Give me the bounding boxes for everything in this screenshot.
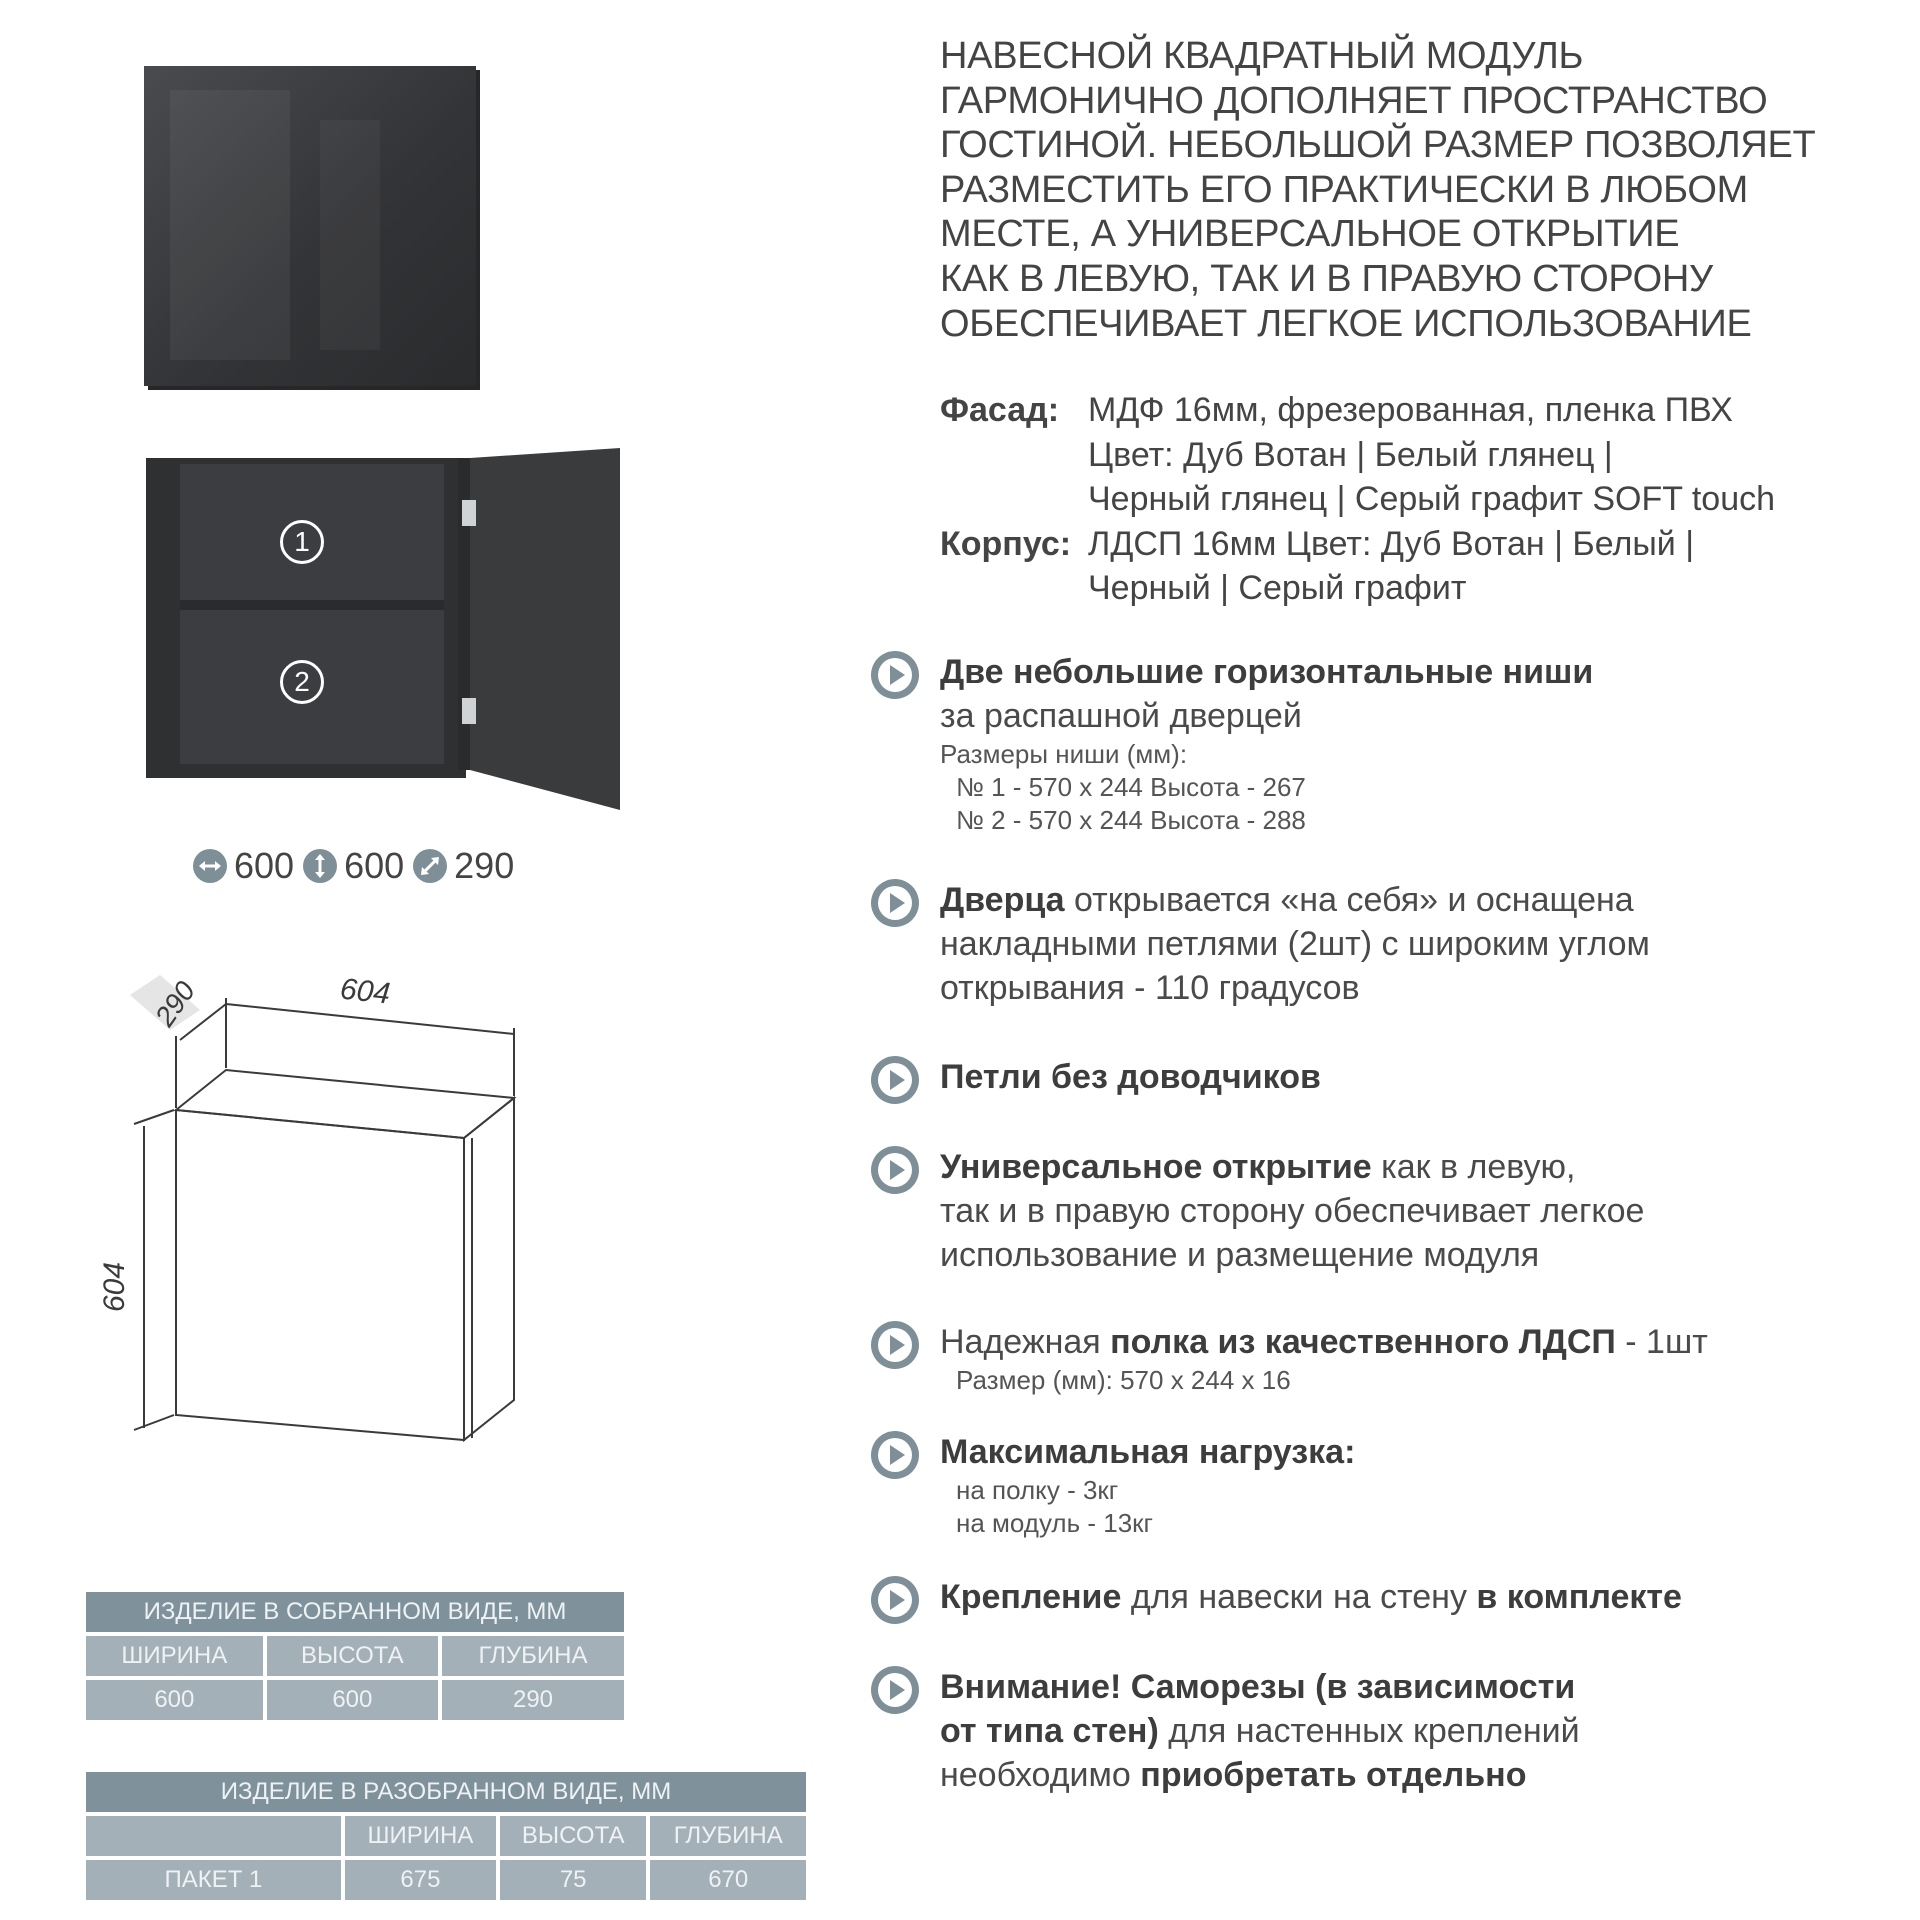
material-specs bbox=[940, 388, 1920, 611]
assembled-value-height: 600 bbox=[267, 1680, 438, 1720]
feature-text: - 1шт bbox=[1615, 1323, 1708, 1361]
feature-title: Крепление bbox=[940, 1578, 1122, 1616]
feature-text: открывания - 110 градусов bbox=[940, 969, 1360, 1007]
intro-line: КАК В ЛЕВУЮ, ТАК И В ПРАВУЮ СТОРОНУ bbox=[940, 257, 1713, 300]
dim-depth: 290 bbox=[454, 845, 515, 886]
feature-text: так и в правую сторону обеспечивает легкое bbox=[940, 1192, 1645, 1230]
feature-title: Две небольшие горизонтальные ниши bbox=[940, 653, 1594, 691]
intro-line: НАВЕСНОЙ КВАДРАТНЫЙ МОДУЛЬ bbox=[940, 35, 1584, 77]
feature-mounting bbox=[870, 1575, 1910, 1619]
assembled-table-title: ИЗДЕЛИЕ В СОБРАННОМ ВИДЕ, ММ bbox=[86, 1592, 624, 1632]
play-bullet-icon bbox=[870, 1665, 920, 1715]
feature-title: приобретать отдельно bbox=[1140, 1756, 1527, 1794]
feature-text: как в левую, bbox=[1371, 1148, 1576, 1186]
feature-note: Размер (мм): 570 х 244 х 16 bbox=[956, 1365, 1291, 1395]
facade-label: Фасад: bbox=[940, 391, 1060, 429]
feature-max-load bbox=[870, 1430, 1910, 1540]
feature-note: на полку - 3кг bbox=[956, 1475, 1119, 1505]
height-arrow-icon bbox=[302, 848, 338, 884]
assembled-header-depth: ГЛУБИНА bbox=[442, 1636, 624, 1676]
feature-shelf bbox=[870, 1320, 1910, 1397]
feature-title: Дверца bbox=[940, 881, 1065, 919]
niche-label-2: 2 bbox=[280, 660, 324, 704]
drawing-height-label: 604 bbox=[98, 1261, 132, 1313]
facade-line-3: Черный глянец | Серый графит SOFT touch bbox=[1088, 480, 1776, 518]
feature-text: накладными петлями (2шт) с широким углом bbox=[940, 925, 1650, 963]
disassembled-table-title: ИЗДЕЛИЕ В РАЗОБРАННОМ ВИДЕ, ММ bbox=[86, 1772, 806, 1812]
feature-text: использование и размещение модуля bbox=[940, 1236, 1540, 1274]
feature-warning bbox=[870, 1665, 1910, 1797]
open-cabinet-image bbox=[140, 440, 620, 820]
disassembled-header-depth: ГЛУБИНА bbox=[650, 1816, 806, 1856]
feature-niches bbox=[870, 650, 1910, 837]
body-label: Корпус: bbox=[940, 524, 1072, 563]
feature-text: для настенных креплений bbox=[1158, 1712, 1580, 1750]
feature-text: открывается «на себя» и оснащена bbox=[1064, 881, 1634, 919]
feature-text: за распашной дверцей bbox=[940, 697, 1302, 735]
dim-width: 600 bbox=[234, 845, 295, 886]
intro-paragraph bbox=[940, 34, 1900, 346]
assembled-dimensions-table bbox=[82, 1588, 628, 1724]
disassembled-header-height: ВЫСОТА bbox=[500, 1816, 646, 1856]
feature-text: необходимо bbox=[940, 1756, 1141, 1794]
feature-text: для навески на стену bbox=[1121, 1578, 1477, 1616]
disassembled-value-height: 75 bbox=[500, 1860, 646, 1900]
depth-arrow-icon bbox=[412, 848, 448, 884]
intro-line: ГАРМОНИЧНО ДОПОЛНЯЕТ ПРОСТРАНСТВО bbox=[940, 79, 1768, 122]
body-line-2: Черный | Серый графит bbox=[1088, 569, 1467, 607]
feature-title: Петли без доводчиков bbox=[940, 1058, 1321, 1096]
intro-line: ГОСТИНОЙ. НЕБОЛЬШОЙ РАЗМЕР ПОЗВОЛЯЕТ bbox=[940, 124, 1816, 167]
feature-note: Размеры ниши (мм): bbox=[940, 739, 1188, 769]
feature-title: Максимальная нагрузка: bbox=[940, 1433, 1356, 1471]
feature-title: Внимание! Саморезы (в зависимости bbox=[940, 1668, 1576, 1706]
play-bullet-icon bbox=[870, 650, 920, 700]
play-bullet-icon bbox=[870, 878, 920, 928]
feature-note: № 1 - 570 х 244 Высота - 267 bbox=[956, 772, 1306, 802]
facade-line-1: МДФ 16мм, фрезерованная, пленка ПВХ bbox=[1088, 391, 1733, 429]
feature-note: на модуль - 13кг bbox=[956, 1508, 1154, 1538]
intro-line: ОБЕСПЕЧИВАЕТ ЛЕГКОЕ ИСПОЛЬЗОВАНИЕ bbox=[940, 302, 1752, 345]
feature-title: Универсальное открытие bbox=[940, 1148, 1372, 1186]
assembled-header-height: ВЫСОТА bbox=[267, 1636, 438, 1676]
feature-title: в комплекте bbox=[1476, 1578, 1682, 1616]
feature-note: № 2 - 570 х 244 Высота - 288 bbox=[956, 805, 1306, 835]
body-line-1: ЛДСП 16мм Цвет: Дуб Вотан | Белый | bbox=[1088, 524, 1695, 563]
closed-cabinet-image bbox=[140, 60, 490, 400]
play-bullet-icon bbox=[870, 1055, 920, 1105]
play-bullet-icon bbox=[870, 1320, 920, 1370]
assembled-value-depth: 290 bbox=[442, 1680, 624, 1720]
assembled-header-width: ШИРИНА bbox=[86, 1636, 263, 1676]
feature-text: Надежная bbox=[940, 1323, 1111, 1361]
drawing-depth-label: 290 bbox=[148, 975, 202, 1032]
feature-hinges bbox=[870, 1055, 1910, 1099]
play-bullet-icon bbox=[870, 1575, 920, 1625]
disassembled-value-depth: 670 bbox=[650, 1860, 806, 1900]
play-bullet-icon bbox=[870, 1145, 920, 1195]
play-bullet-icon bbox=[870, 1430, 920, 1480]
drawing-width-label: 604 bbox=[338, 972, 392, 1011]
intro-line: МЕСТЕ, А УНИВЕРСАЛЬНОЕ ОТКРЫТИЕ bbox=[940, 213, 1680, 256]
feature-title: от типа стен) bbox=[940, 1712, 1159, 1750]
width-arrow-icon bbox=[192, 848, 228, 884]
disassembled-header-width: ШИРИНА bbox=[345, 1816, 496, 1856]
niche-label-1: 1 bbox=[280, 520, 324, 564]
dim-height: 600 bbox=[344, 845, 405, 886]
disassembled-header-empty bbox=[86, 1816, 341, 1856]
disassembled-package-label: ПАКЕТ 1 bbox=[86, 1860, 341, 1900]
feature-universal-opening bbox=[870, 1145, 1910, 1277]
feature-title: полка из качественного ЛДСП bbox=[1110, 1323, 1616, 1361]
feature-door bbox=[870, 878, 1910, 1010]
assembled-value-width: 600 bbox=[86, 1680, 263, 1720]
dimensions-row bbox=[192, 845, 522, 887]
intro-line: РАЗМЕСТИТЬ ЕГО ПРАКТИЧЕСКИ В ЛЮБОМ bbox=[940, 168, 1748, 211]
facade-line-2: Цвет: Дуб Вотан | Белый глянец | bbox=[1088, 435, 1613, 474]
disassembled-value-width: 675 bbox=[345, 1860, 496, 1900]
disassembled-dimensions-table bbox=[82, 1768, 810, 1904]
